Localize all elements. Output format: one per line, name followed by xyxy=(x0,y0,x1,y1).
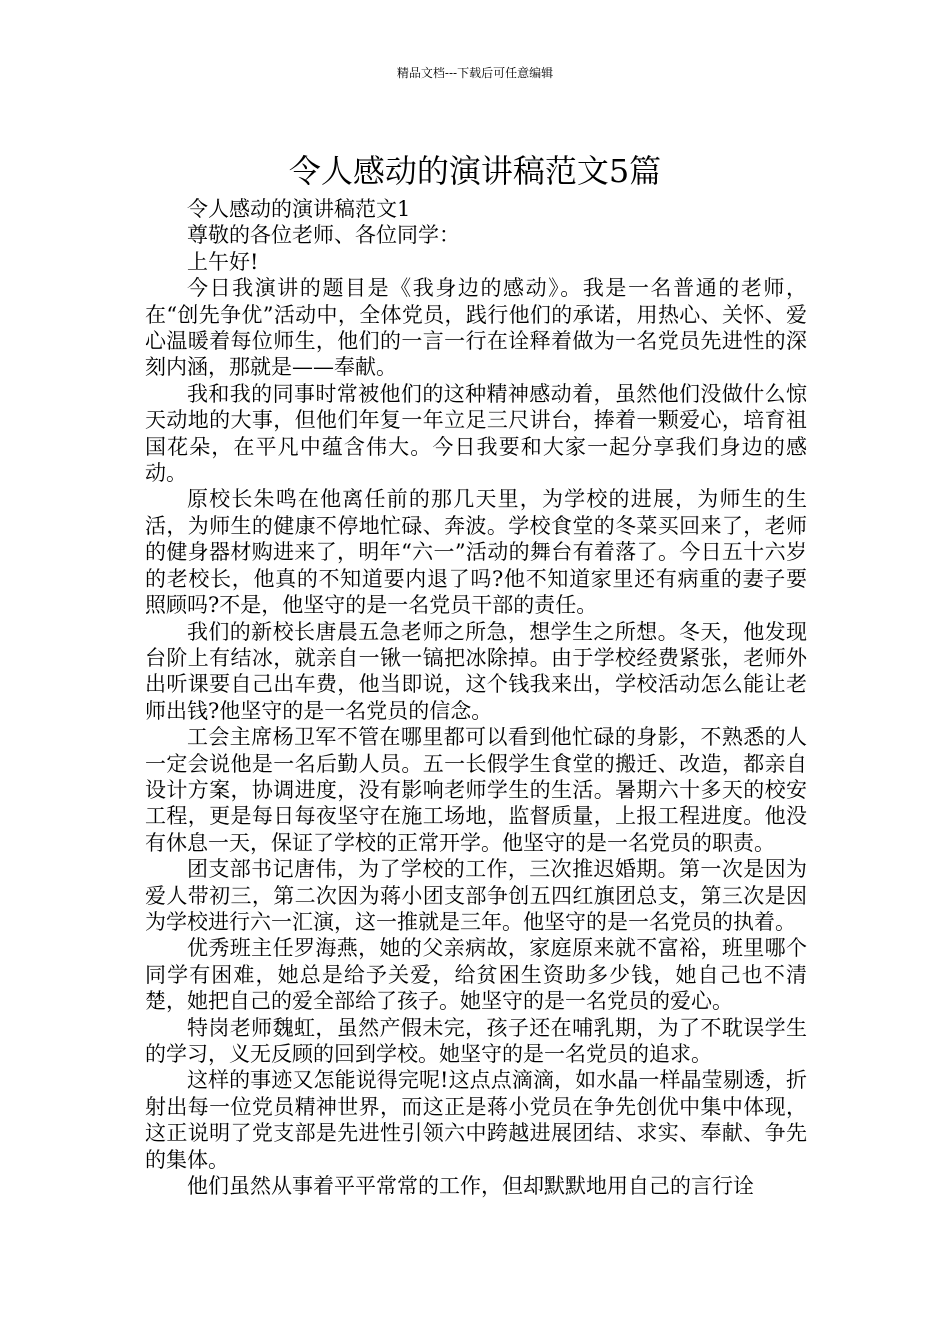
paragraph: 今日我演讲的题目是《我身边的感动》。我是一名普通的老师，在“创先争优”活动中，全体党员，践行他们的承诺，用热心、关怀、爱心温暖着每位师生，他们的一言一行在诠释着做为一名党员先进性的深刻内涵，那就是——奉献。 xyxy=(145,276,807,380)
paragraph: 优秀班主任罗海燕，她的父亲病故，家庭原来就不富裕，班里哪个同学有困难，她总是给予关爱，给贫困生资助多少钱，她自己也不清楚，她把自己的爱全部给了孩子。她坚守的是一名党员的爱心。 xyxy=(145,936,807,1014)
paragraph: 团支部书记唐伟，为了学校的工作，三次推迟婚期。第一次是因为爱人带初三，第二次因为蒋小团支部争创五四红旗团总支，第三次是因为学校进行六一汇演，这一推就是三年。他坚守的是一名党员的执着。 xyxy=(145,857,807,934)
paragraph: 特岗老师魏虹，虽然产假未完，孩子还在哺乳期，为了不耽误学生的学习，义无反顾的回到学校。她坚守的是一名党员的追求。 xyxy=(145,1015,807,1066)
paragraph: 这样的事迹又怎能说得完呢!这点点滴滴，如水晶一样晶莹剔透，折射出每一位党员精神世界，而这正是蒋小党员在争先创优中集中体现，这正说明了党支部是先进性引领六中跨越进展团结、求实、奉献、争先的集体。 xyxy=(145,1068,807,1172)
paragraph: 我和我的同事时常被他们的这种精神感动着，虽然他们没做什么惊天动地的大事，但他们年复一年立足三尺讲台，捧着一颗爱心，培育祖国花朵，在平凡中蕴含伟大。今日我要和大家一起分享我们身边的感动。 xyxy=(145,381,807,486)
document-body xyxy=(145,196,807,1199)
paragraph: 他们虽然从事着平平常常的工作，但却默默地用自己的言行诠 xyxy=(187,1174,754,1199)
paragraph: 令人感动的演讲稿范文1 xyxy=(187,197,411,221)
document-title: 令人感动的演讲稿范文5篇 xyxy=(288,152,662,191)
page-header: 精品文档---下载后可任意编辑 xyxy=(396,66,554,80)
paragraph: 上午好! xyxy=(187,249,259,274)
paragraph: 尊敬的各位老师、各位同学： xyxy=(187,223,460,248)
paragraph: 原校长朱鸣在他离任前的那几天里，为学校的进展，为师生的生活，为师生的健康不停地忙碌、奔波。学校食堂的冬菜买回来了，老师的健身器材购进来了，明年“六一”活动的舞台有着落了。今日五十六岁的老校长，他真的不知道要内退了吗?他不知道家里还有病重的妻子要照顾吗?不是，他坚守的是一名党员干部的责任。 xyxy=(145,487,807,618)
paragraph: 工会主席杨卫军不管在哪里都可以看到他忙碌的身影，不熟悉的人一定会说他是一名后勤人员。五一长假学生食堂的搬迁、改造，都亲自设计方案，协调进度，没有影响老师学生的生活。暑期六十多天的校安工程，更是每日每夜坚守在施工场地，监督质量，上报工程进度。他没有休息一天，保证了学校的正常开学。他坚守的是一名党员的职责。 xyxy=(145,725,807,855)
paragraph: 我们的新校长唐晨五急老师之所急，想学生之所想。冬天，他发现台阶上有结冰，就亲自一锹一镐把冰除掉。由于学校经费紧张，老师外出听课要自己出车费，他当即说，这个钱我来出，学校活动怎么能让老师出钱?他坚守的是一名党员的信念。 xyxy=(145,619,807,723)
